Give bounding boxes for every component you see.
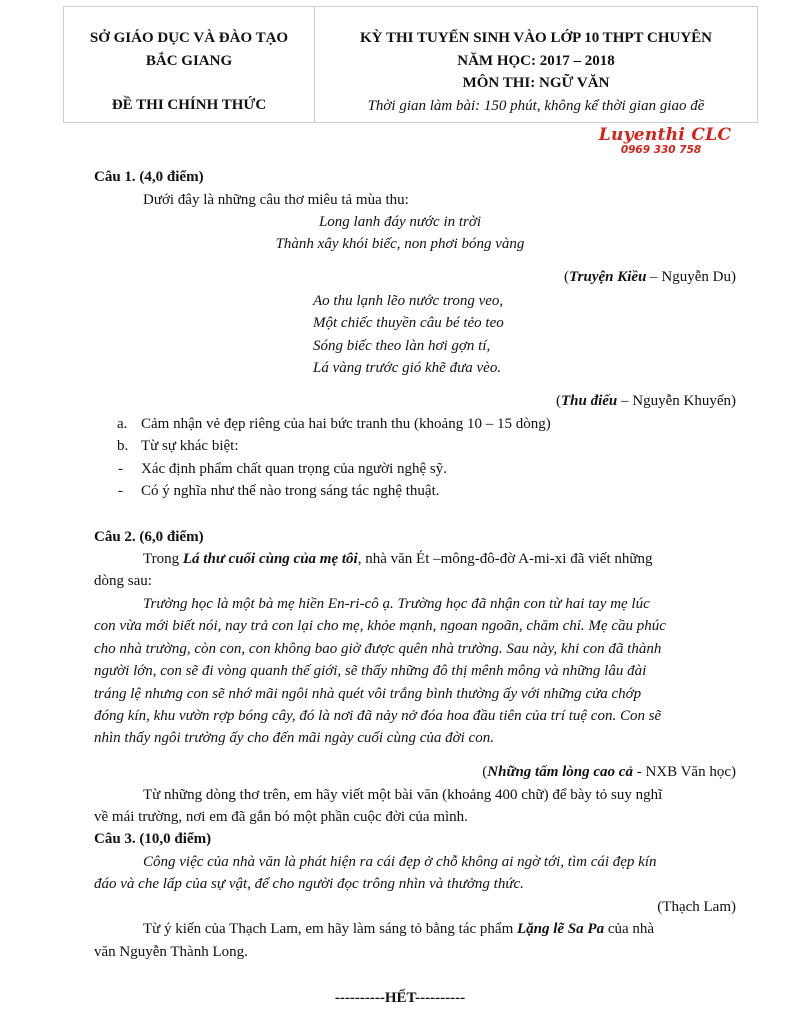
q3-quote: Công việc của nhà văn là phát hiện ra cái đẹp ở chỗ không ai ngờ tới, tìm cái đẹp kín [143, 854, 657, 870]
list-marker: b. [117, 438, 129, 454]
quote-line: đóng kín, khu vườn rợp bóng cây, đó là nơi đã nảy nở đóa hoa đầu tiên của trí tuệ con. Con sẽ [94, 708, 662, 724]
q3-title: Câu 3. (10,0 điểm) [94, 831, 212, 847]
quote-line: tráng lệ nhưng con sẽ nhớ mãi ngôi nhà quét vôi trắng bình thường ấy với những cửa chớp [94, 686, 642, 702]
q2-source: (Những tấm lòng cao cả - NXB Văn học) [482, 764, 736, 780]
official-exam-label: ĐỀ THI CHÍNH THỨC [111, 97, 267, 114]
poem2-line: Ao thu lạnh lẽo nước trong veo, [313, 293, 504, 309]
watermark-phone: 0969 330 758 [620, 144, 702, 156]
school-year: NĂM HỌC: 2017 – 2018 [457, 52, 615, 69]
poem2-source: (Thu điếu – Nguyễn Khuyến) [556, 393, 736, 409]
time-allowed: Thời gian làm bài: 150 phút, không kể thời gian giao đề [367, 97, 705, 114]
source-title: Truyện Kiều [569, 269, 647, 285]
list-text: Xác định phẩm chất quan trọng của người nghệ sỹ. [141, 461, 447, 477]
q2-task: Từ những dòng thơ trên, em hãy viết một bài văn (khoảng 400 chữ) để bày tỏ suy nghĩ [143, 787, 663, 803]
q1-title: Câu 1. (4,0 điểm) [94, 169, 204, 185]
quote-line: cho nhà trường, còn con, con không bao giờ được quên nhà trường. Sau này, khi con đã thành [94, 641, 662, 657]
poem2-line: Sóng biếc theo làn hơi gợn tí, [313, 338, 491, 354]
list-marker: - [118, 461, 123, 477]
q2-title: Câu 2. (6,0 điểm) [94, 529, 204, 545]
poem1-line: Long lanh đáy nước in trời [318, 214, 482, 230]
department-name: SỞ GIÁO DỤC VÀ ĐÀO TẠO [89, 30, 289, 46]
poem2-line: Một chiếc thuyền câu bé tẻo teo [313, 315, 504, 331]
q2-intro: Trong Lá thư cuối cùng của mẹ tôi, nhà văn Ét –mông-đô-đờ A-mi-xi đã viết những [143, 551, 653, 567]
q3-author: (Thạch Lam) [657, 899, 736, 915]
watermark-name: Luyenthi CLC [598, 125, 732, 145]
quote-line: con vừa mới biết nói, nay trả con lại cho mẹ, khỏe mạnh, ngoan ngoãn, chăm chỉ. Mẹ cầu phúc [94, 618, 666, 634]
q3-task-cont: văn Nguyễn Thành Long. [94, 944, 248, 960]
poem1-source: (Truyện Kiều – Nguyễn Du) [564, 269, 736, 285]
list-marker: - [118, 483, 123, 499]
list-marker: a. [117, 416, 128, 432]
q2-task-cont: về mái trường, nơi em đã gắn bó một phần cuộc đời của mình. [94, 809, 468, 825]
watermark-logo [585, 126, 745, 156]
exam-header [63, 6, 758, 123]
province-name: BẮC GIANG [145, 52, 233, 69]
exam-name: KỲ THI TUYỂN SINH VÀO LỚP 10 THPT CHUYÊN [359, 30, 713, 46]
q1-intro: Dưới đây là những câu thơ miêu tả mùa thu: [143, 192, 409, 208]
q2-intro-cont: dòng sau: [94, 573, 152, 589]
poem2-line: Lá vàng trước gió khẽ đưa vèo. [313, 360, 502, 376]
subject: MÔN THI: NGỮ VĂN [462, 75, 610, 92]
source-title: Thu điếu [561, 393, 618, 409]
quote-line: nhìn thấy ngôi trường ấy cho đến mãi ngày cuối cùng của đời con. [94, 730, 494, 746]
poem1-line: Thành xây khói biếc, non phơi bóng vàng [275, 236, 525, 252]
quote-line: người lớn, con sẽ đi vòng quanh thế giới, sẽ thấy những đô thị mênh mông và những lâu đài [94, 663, 647, 679]
header-right [315, 7, 757, 122]
q3-quote-cont: đáo và che lấp của sự vật, để cho người đọc trông nhìn và thưởng thức. [94, 876, 524, 892]
quote-line: Trường học là một bà mẹ hiền En-ri-cô ạ. Trường học đã nhận con từ hai tay mẹ lúc [143, 596, 650, 612]
list-text: Cảm nhận vẻ đẹp riêng của hai bức tranh thu (khoảng 10 – 15 dòng) [141, 416, 551, 432]
list-text: Từ sự khác biệt: [141, 438, 239, 454]
book-title: Lặng lẽ Sa Pa [516, 921, 605, 937]
end-marker: ----------HẾT---------- [334, 990, 466, 1006]
header-left [64, 7, 315, 122]
source-title: Những tấm lòng cao cả [487, 764, 633, 780]
q3-task: Từ ý kiến của Thạch Lam, em hãy làm sáng tỏ bằng tác phẩm Lặng lẽ Sa Pa của nhà [143, 921, 655, 937]
book-title: Lá thư cuối cùng của mẹ tôi [182, 551, 358, 567]
list-text: Có ý nghĩa như thế nào trong sáng tác nghệ thuật. [141, 483, 440, 499]
